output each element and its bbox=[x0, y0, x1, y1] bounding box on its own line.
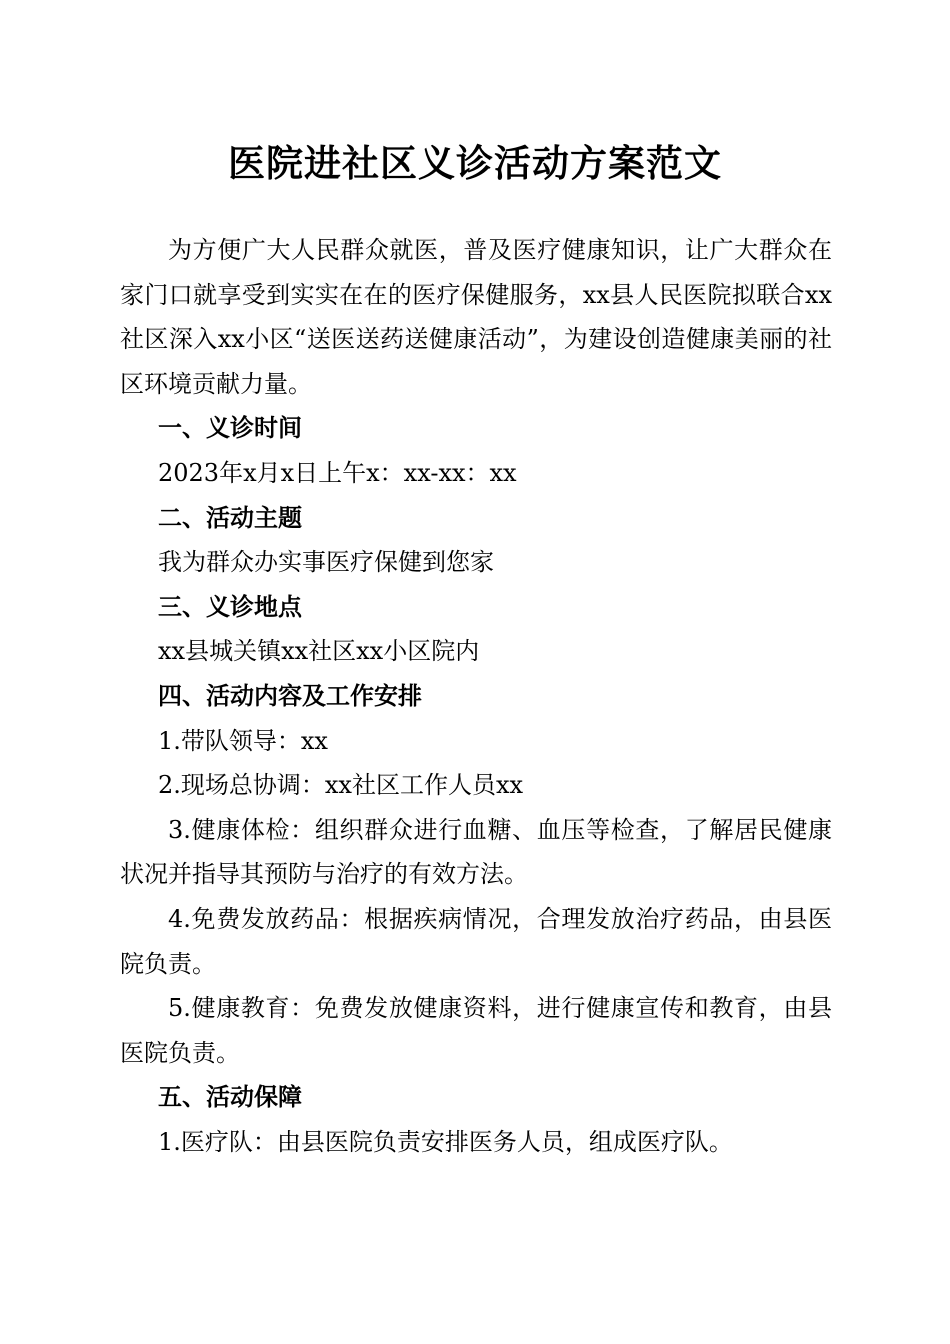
theme-text: 我为群众办实事医疗保健到您家 bbox=[158, 548, 494, 577]
page-title: 医院进社区义诊活动方案范文 bbox=[228, 141, 722, 185]
section-heading-guarantee: 五、活动保障 bbox=[158, 1083, 302, 1112]
intro-paragraph: 为方便广大人民群众就医，普及医疗健康知识，让广大群众在家门口就享受到实实在在的医疗保健服务，xx县人民医院拟联合xx社区深入xx小区“送医送药送健康活动”，为建设创造健康美丽的社区环境贡献力量。 bbox=[120, 236, 832, 398]
section-heading-content: 四、活动内容及工作安排 bbox=[158, 681, 422, 710]
section-heading-place: 三、义诊地点 bbox=[158, 592, 302, 621]
document-body bbox=[120, 228, 832, 1164]
content-item: 3.健康体检：组织群众进行血糖、血压等检查，了解居民健康状况并指导其预防与治疗的有效方法。 bbox=[120, 815, 832, 889]
time-text: 2023年x月x日上午x：xx-xx：xx bbox=[158, 458, 517, 487]
content-item: 4.免费发放药品：根据疾病情况，合理发放治疗药品，由县医院负责。 bbox=[120, 904, 832, 978]
section-heading-theme: 二、活动主题 bbox=[158, 503, 302, 532]
place-text: xx县城关镇xx社区xx小区院内 bbox=[158, 637, 480, 666]
content-item: 2.现场总协调：xx社区工作人员xx bbox=[158, 771, 524, 800]
content-item: 1.带队领导：xx bbox=[158, 726, 328, 755]
content-item: 5.健康教育：免费发放健康资料，进行健康宣传和教育，由县医院负责。 bbox=[120, 994, 832, 1067]
section-heading-time: 一、义诊时间 bbox=[158, 414, 302, 443]
guarantee-item: 1.医疗队：由县医院负责安排医务人员，组成医疗队。 bbox=[158, 1127, 733, 1156]
